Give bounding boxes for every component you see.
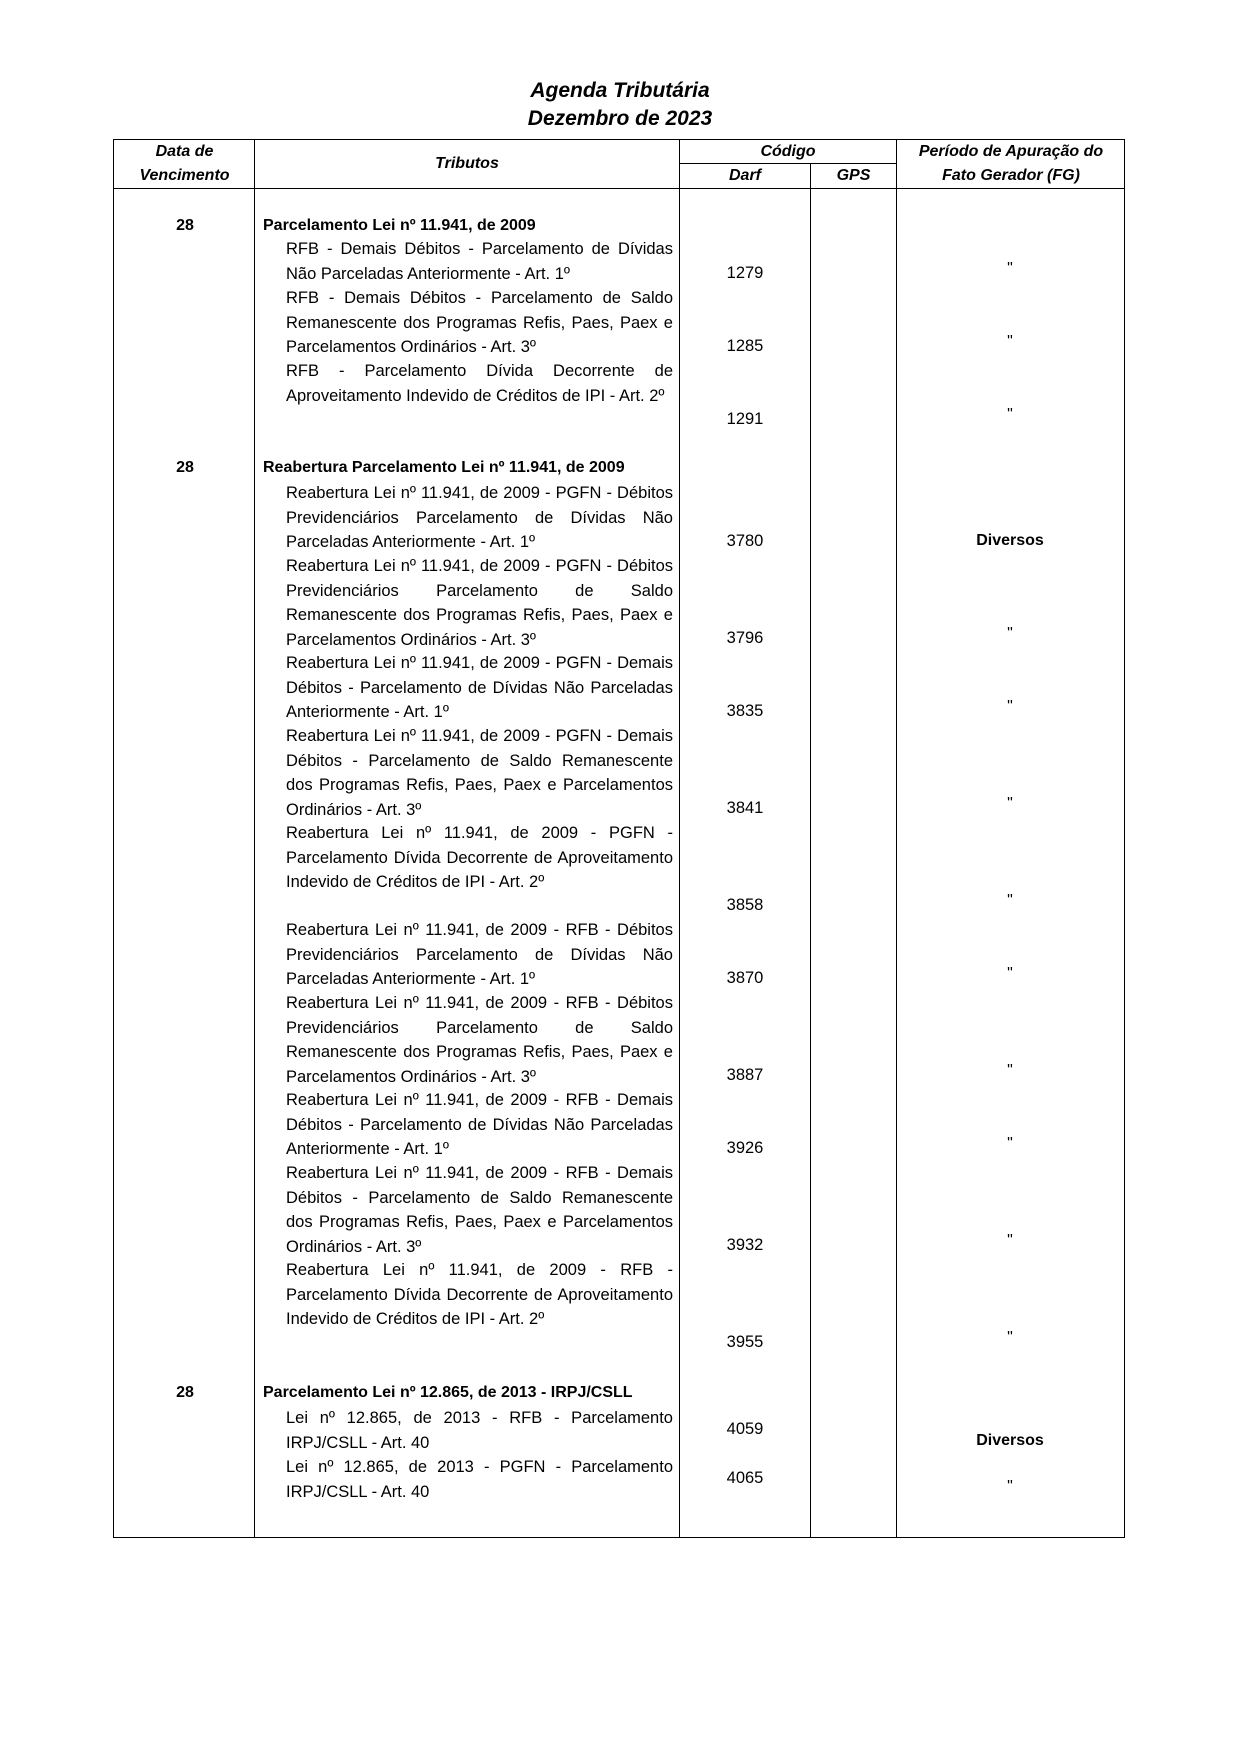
darf-code: 1291 <box>726 410 764 428</box>
header-periodo-apuracao <box>897 140 1125 188</box>
header-tributos: Tributos <box>435 155 499 172</box>
description-text: Lei nº 12.865, de 2013 - RFB - Parcelamento IRPJ/CSLL - Art. 40 <box>286 1409 673 1452</box>
darf-code: 3835 <box>726 702 764 720</box>
description-text: Reabertura Lei nº 11.941, de 2009 - PGFN - Demais Débitos - Parcelamento de Dívidas Não Parceladas Anteriormente - Art. 1º <box>286 654 673 721</box>
darf-code: 3887 <box>726 1066 764 1084</box>
header-text: Fato Gerador (FG) <box>942 167 1080 184</box>
darf-code: 3858 <box>726 896 764 914</box>
darf-code: 3955 <box>726 1333 764 1351</box>
darf-code: 4059 <box>726 1420 764 1438</box>
fg-period: " <box>1007 1062 1013 1079</box>
fg-period: " <box>1007 965 1013 982</box>
description-text: RFB - Parcelamento Dívida Decorrente de Aproveitamento Indevido de Créditos de IPI - Art. 2º <box>286 362 673 405</box>
header-darf: Darf <box>728 167 761 184</box>
fg-period: " <box>1007 625 1013 642</box>
description-text: Reabertura Lei nº 11.941, de 2009 - PGFN - Débitos Previdenciários Parcelamento de Saldo Remanescente dos Programas Refis, Paes, Paex e Parcelamentos Ordinários - Art. 3º <box>286 557 673 649</box>
tax-description <box>263 237 673 286</box>
tax-description <box>263 1088 673 1162</box>
fg-period: " <box>1007 406 1013 423</box>
fg-period: " <box>1007 260 1013 277</box>
due-date: 28 <box>176 217 194 234</box>
darf-code: 3932 <box>726 1236 764 1254</box>
description-text: Reabertura Lei nº 11.941, de 2009 - RFB - Demais Débitos - Parcelamento de Dívidas Não Parceladas Anteriormente - Art. 1º <box>286 1091 673 1158</box>
header-text: Vencimento <box>139 167 230 184</box>
section-heading: Reabertura Parcelamento Lei nº 11.941, de 2009 <box>263 459 625 476</box>
darf-code: 3796 <box>726 629 764 647</box>
fg-period: Diversos <box>976 1432 1044 1449</box>
tax-description <box>263 724 673 822</box>
darf-code: 3780 <box>726 532 764 550</box>
header-bottom-line <box>113 188 1125 189</box>
fg-period: " <box>1007 892 1013 909</box>
section-heading: Parcelamento Lei nº 11.941, de 2009 <box>263 217 536 234</box>
description-text: Reabertura Lei nº 11.941, de 2009 - PGFN - Parcelamento Dívida Decorrente de Aproveitamento Indevido de Créditos de IPI - Art. 2º <box>286 824 673 891</box>
tax-description <box>263 1406 673 1455</box>
tax-description <box>263 821 673 895</box>
tax-description <box>263 359 673 408</box>
header-text: Data de <box>155 143 214 160</box>
header-text: Período de Apuração do <box>918 143 1104 160</box>
tax-description <box>263 918 673 992</box>
tax-description <box>263 481 673 555</box>
fg-period: " <box>1007 1135 1013 1152</box>
darf-code: 1285 <box>726 337 764 355</box>
due-date: 28 <box>176 1384 194 1401</box>
description-text: Reabertura Lei nº 11.941, de 2009 - RFB - Parcelamento Dívida Decorrente de Aproveitamento Indevido de Créditos de IPI - Art. 2º <box>286 1261 673 1328</box>
darf-code: 1279 <box>726 264 764 282</box>
fg-period: Diversos <box>976 532 1044 549</box>
fg-period: " <box>1007 1478 1013 1495</box>
tax-description <box>263 991 673 1089</box>
darf-code: 3841 <box>726 799 764 817</box>
description-text: RFB - Demais Débitos - Parcelamento de Dívidas Não Parceladas Anteriormente - Art. 1º <box>286 240 673 283</box>
tax-description <box>263 1455 673 1504</box>
header-gps: GPS <box>836 167 871 184</box>
section-heading: Parcelamento Lei nº 12.865, de 2013 - IRPJ/CSLL <box>263 1384 633 1401</box>
document-subtitle: Dezembro de 2023 <box>527 107 713 130</box>
fg-period: " <box>1007 698 1013 715</box>
document-title: Agenda Tributária <box>530 79 710 102</box>
description-text: RFB - Demais Débitos - Parcelamento de Saldo Remanescente dos Programas Refis, Paes, Paex e Parcelamentos Ordinários - Art. 3º <box>286 289 673 356</box>
tax-description <box>263 286 673 360</box>
darf-code: 3870 <box>726 969 764 987</box>
tax-description <box>263 1161 673 1259</box>
fg-period: " <box>1007 1329 1013 1346</box>
description-text: Lei nº 12.865, de 2013 - PGFN - Parcelamento IRPJ/CSLL - Art. 40 <box>286 1458 673 1501</box>
tax-description <box>263 651 673 725</box>
column-divider <box>254 139 255 1538</box>
description-text: Reabertura Lei nº 11.941, de 2009 - RFB - Débitos Previdenciários Parcelamento de Saldo Remanescente dos Programas Refis, Paes, Paex e Parcelamentos Ordinários - Art. 3º <box>286 994 673 1086</box>
darf-code: 3926 <box>726 1139 764 1157</box>
fg-period: " <box>1007 795 1013 812</box>
darf-code: 4065 <box>726 1469 764 1487</box>
fg-period: " <box>1007 333 1013 350</box>
header-codigo: Código <box>760 143 816 160</box>
description-text: Reabertura Lei nº 11.941, de 2009 - RFB - Débitos Previdenciários Parcelamento de Dívidas Não Parceladas Anteriormente - Art. 1º <box>286 921 673 988</box>
due-date: 28 <box>176 459 194 476</box>
header-data-vencimento <box>115 140 254 188</box>
description-text: Reabertura Lei nº 11.941, de 2009 - PGFN - Débitos Previdenciários Parcelamento de Dívidas Não Parceladas Anteriormente - Art. 1º <box>286 484 673 551</box>
description-text: Reabertura Lei nº 11.941, de 2009 - PGFN - Demais Débitos - Parcelamento de Saldo Remanescente dos Programas Refis, Paes, Paex e Parcelamentos Ordinários - Art. 3º <box>286 727 673 819</box>
tax-description <box>263 554 673 652</box>
column-divider <box>810 163 811 1538</box>
tax-description <box>263 1258 673 1332</box>
fg-period: " <box>1007 1232 1013 1249</box>
description-text: Reabertura Lei nº 11.941, de 2009 - RFB - Demais Débitos - Parcelamento de Saldo Remanescente dos Programas Refis, Paes, Paex e Parcelamentos Ordinários - Art. 3º <box>286 1164 673 1256</box>
